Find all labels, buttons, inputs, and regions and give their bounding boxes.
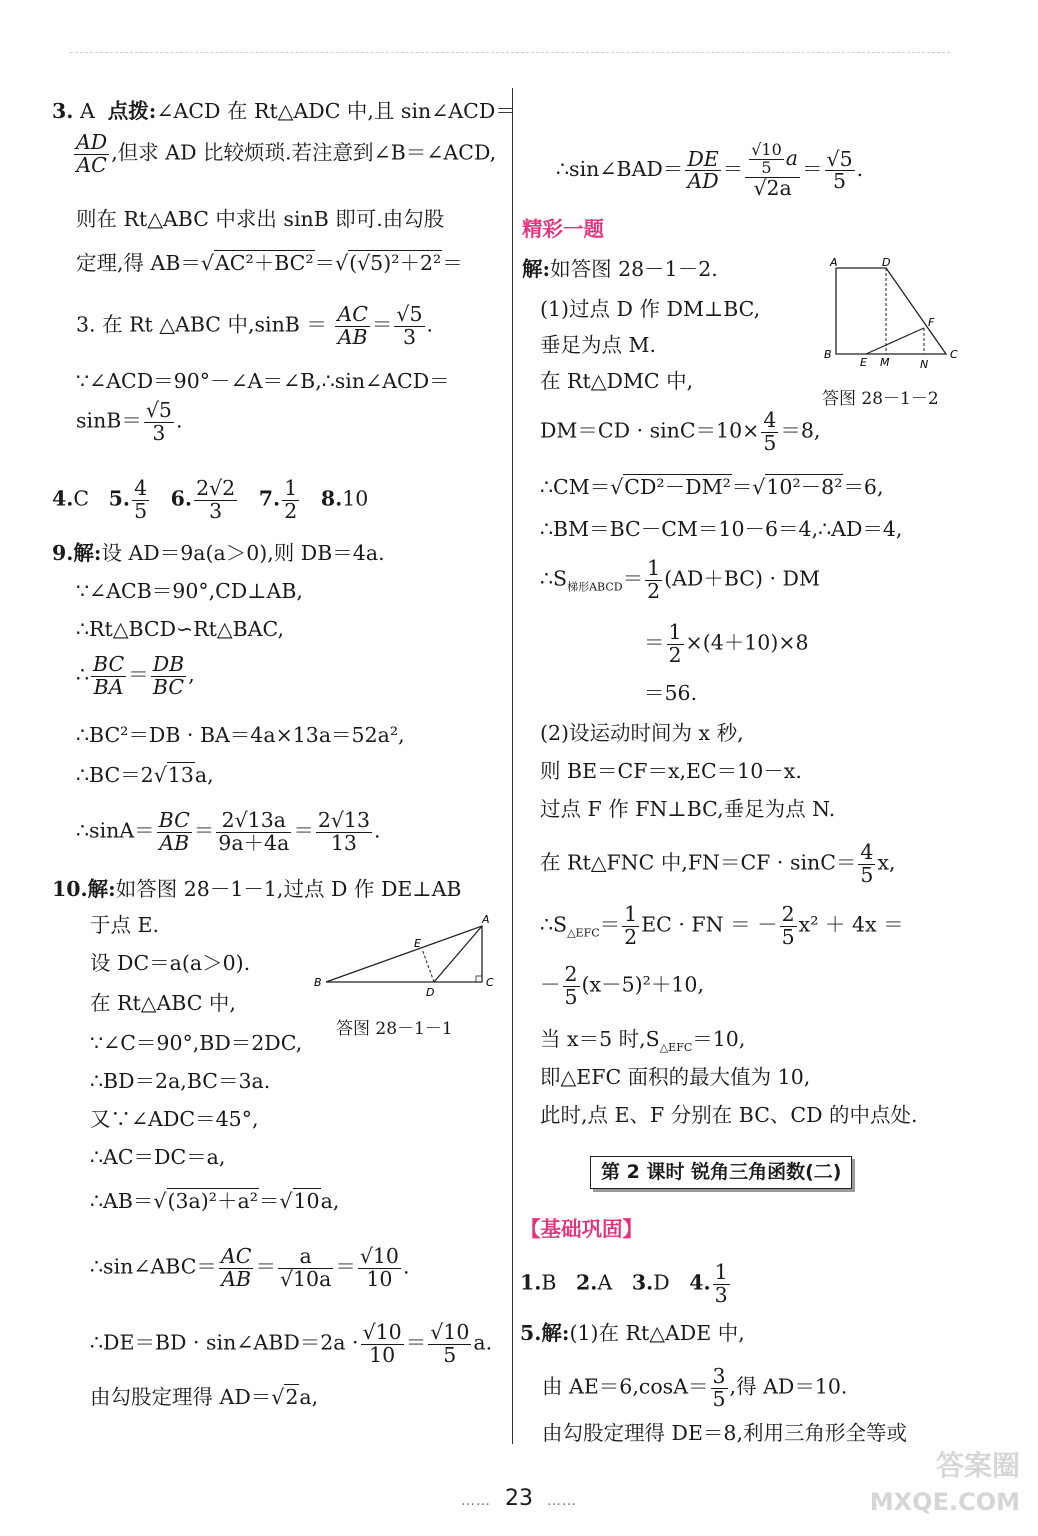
fraction: $\frac{√10}{10}$ [359,1244,399,1291]
q4-8-answers: 4.C 5. $\frac{4}{5}$ 6. $\frac{2√2}{3}$ 7. $\frac{1}{2}$ 8.10 [52,476,369,523]
ex-line13: 过点 F 作 FN⊥BC,垂足为点 N. [540,797,836,821]
ex-line12: 则 BE＝CF＝x,EC＝10－x. [540,759,802,783]
header-rule [70,52,950,53]
fraction: $\frac{1}{3}$ [714,1260,728,1307]
label-C: C [950,348,958,361]
label-B: B [314,976,322,989]
fraction: $\frac{2}{5}$ [781,902,795,949]
fraction: $\frac{4}{5}$ [763,408,777,455]
q10-line8: ∴AC＝DC＝a, [90,1145,226,1169]
q3-line3: 则在 Rt△ABC 中求出 sinB 即可.由勾股 [76,207,445,231]
figure-caption: 答图 28－1－1 [336,1019,453,1039]
watermark-logo: 答案圈 MXQE.COM [869,1449,1020,1516]
label-C: C [486,976,494,989]
fraction: $\frac{3}{5}$ [712,1364,726,1411]
heading-consolidation: 【基础巩固】 [520,1217,643,1241]
fraction: $\frac{a}{√10a}$ [279,1244,332,1291]
q10-line10: ∴sin∠ABC＝ $\frac{AC}{AB}$ ＝ $\frac{a}{√10a}$ ＝ $\frac{√10}{10}$ . [90,1244,410,1291]
q3-text: ∠ACD 在 Rt△ADC 中,且 sin∠ACD＝ [156,99,516,123]
ex-line11: (2)设运动时间为 x 秒, [540,721,744,745]
fraction: $\frac{2√13a}{9a+4a}$ [218,808,290,855]
q3-tip-label: 点拨: [107,99,157,123]
section-title: 第 2 课时 锐角三角函数(二) [590,1156,852,1189]
ex-line8: $\therefore S_{梯形ABCD}=$ $\frac{1}{2}$ (AD＋BC) · DM [540,556,820,603]
label-D: D [882,256,891,269]
q5-line1: 5.解:(1)在 Rt△ADE 中, [520,1321,745,1345]
q3-line6: ∵∠ACD＝90°－∠A＝∠B,∴sin∠ACD＝ [76,369,450,393]
fraction: $\frac{DB}{BC}$ [152,652,185,699]
fraction: $\frac{√10}{5}$ [430,1320,470,1367]
label-F: F [928,316,935,329]
label-N: N [920,358,929,371]
q9-line1: 9.解:设 AD＝9a(a＞0),则 DB＝4a. [52,541,385,565]
q3-line5: 3. 在 Rt △ABC 中,sinB ＝ $\frac{AC}{AB}$ ＝ $\frac{√5}{3}$ . [76,302,434,349]
q3-line4: 定理,得 AB＝√AC²＋BC²＝√(√5)²＋2²＝ [76,251,463,275]
q10-line11: ∴DE＝BD · sin∠ABD＝2a · $\frac{√10}{10}$ ＝ $\frac{√10}{5}$ a. [90,1320,493,1367]
q10-line4: 在 Rt△ABC 中, [90,991,236,1015]
q5-line3: 由勾股定理得 DE＝8,利用三角形全等或 [542,1421,907,1445]
fraction: $\frac{BC}{AB}$ [158,808,190,855]
q10-line2: 于点 E. [90,913,159,937]
ex-line18: 即△EFC 面积的最大值为 10, [540,1065,811,1089]
q9-line6: ∴BC＝2√13a, [76,763,214,787]
fraction: $\frac{1}{2}$ [668,620,682,667]
q3-answer: A [79,99,95,123]
q3-line2 [72,132,496,176]
sin-bad-line: ∴sin∠BAD＝ $\frac{DE}{AD}$ ＝ $\frac{√10}{5}$ a √2a ＝ $\frac{√5}{5}$ . [556,140,864,200]
ex-line15: $\therefore S_{\triangle EFC}=$ $\frac{1}{2}$ EC · FN ＝ － $\frac{2}{5}$ x² ＋ 4x ＝ [540,902,904,949]
q9-line4: ∴ $\frac{BC}{BA}$ ＝ $\frac{DB}{BC}$ , [76,652,195,699]
label-B: B [824,348,832,361]
fraction: $\frac{4}{5}$ [134,476,148,523]
q9-line2: ∵∠ACB＝90°,CD⊥AB, [76,579,303,603]
fraction: $\frac{√10}{5}$ a √2a [745,142,800,199]
fraction: $\frac{1}{2}$ [647,556,661,603]
q5-line2: 由 AE＝6,cosA＝ $\frac{3}{5}$ ,得 AD＝10. [542,1364,848,1411]
figure-28-1-1 [310,912,500,996]
label-A: A [482,913,490,926]
q10-line5: ∵∠C＝90°,BD＝2DC, [90,1031,303,1055]
fraction: $\frac{4}{5}$ [860,840,874,887]
ex-line17: 当 x＝5 时$,S_{\triangle EFC}=10$, [540,1027,746,1055]
ex-line6: ∴CM＝√CD²－DM²＝√10²－8²＝6, [540,475,884,499]
label-D: D [426,986,435,996]
label-M: M [880,356,890,369]
ex-line10: ＝56. [644,681,698,705]
fraction: $\frac{DE}{AD}$ [687,146,719,194]
ex-line3: 垂足为点 M. [540,333,657,357]
q10-line1: 10.解:如答图 28－1－1,过点 D 作 DE⊥AB [52,877,462,901]
q3-text: ,但求 AD 比较烦琐.若注意到∠B＝∠ACD, [111,140,497,165]
label-A: A [830,256,838,269]
q3-line1 [52,98,516,124]
q9-line7: ∴sinA＝ $\frac{BC}{AB}$ ＝ $\frac{2√13a}{9a+4a}$ ＝ $\frac{2√13}{13}$ . [76,808,381,855]
fraction: $\frac{2}{5}$ [564,962,578,1009]
ex-line4: 在 Rt△DMC 中, [540,369,694,393]
q10-line6: ∴BD＝2a,BC＝3a. [90,1069,271,1093]
ex-line14: 在 Rt△FNC 中,FN＝CF · sinC＝ $\frac{4}{5}$ x, [540,840,896,887]
ex-line7: ∴BM＝BC－CM＝10－6＝4,∴AD＝4, [540,517,903,541]
q10-line7: 又∵∠ADC＝45°, [90,1107,259,1131]
fraction: $\frac{1}{2}$ [284,476,298,523]
figure-caption: 答图 28－1－2 [822,389,939,409]
fraction: $\frac{√5}{3}$ [145,398,172,445]
fraction: $\frac{2√2}{3}$ [196,476,236,523]
inner-fraction: $\frac{√10}{5}$ [751,140,782,177]
q9-line3: ∴Rt△BCD∽Rt△BAC, [76,617,285,641]
fraction: $\frac{2√13}{13}$ [317,808,371,855]
q10-line12: 由勾股定理得 AD＝√2a, [90,1385,319,1409]
ex-line16: － $\frac{2}{5}$ (x－5)²＋10, [540,962,704,1009]
page-number: …… 23 …… [461,1486,577,1511]
q3-line7: sinB＝ $\frac{√5}{3}$ . [76,398,183,445]
fraction: $\frac{√5}{5}$ [826,146,853,194]
fraction: $\frac{BC}{BA}$ [93,652,125,699]
q9-line5: ∴BC²＝DB · BA＝4a×13a＝52a², [76,723,405,747]
fraction: $\frac{AC}{AB}$ [337,302,368,349]
fraction: $\frac{AD}{AC}$ [76,130,108,177]
column-divider [512,88,513,1444]
heading-exciting: 精彩一题 [522,217,604,241]
figure-28-1-2 [820,254,970,372]
fraction: $\frac{√5}{3}$ [396,302,423,349]
label-E: E [860,356,867,369]
ex-line2: (1)过点 D 作 DM⊥BC, [540,297,761,321]
ex-line19: 此时,点 E、F 分别在 BC、CD 的中点处. [540,1103,918,1127]
ex-line1: 解:如答图 28－1－2. [522,257,718,281]
basic-answers: 1.B 2.A 3.D 4. $\frac{1}{3}$ [520,1260,728,1307]
q10-line3: 设 DC＝a(a＞0). [90,951,251,975]
q10-line9: ∴AB＝√(3a)²＋a²＝√10a, [90,1189,340,1213]
fraction: $\frac{1}{2}$ [624,902,638,949]
label-E: E [414,937,421,950]
ex-line9: ＝ $\frac{1}{2}$ ×(4＋10)×8 [644,620,809,667]
fraction: $\frac{AC}{AB}$ [220,1244,252,1291]
q3-number: 3. [52,99,74,123]
ex-line5: DM＝CD · sinC＝10× $\frac{4}{5}$ ＝8, [540,408,821,455]
fraction: $\frac{√10}{10}$ [362,1320,402,1367]
